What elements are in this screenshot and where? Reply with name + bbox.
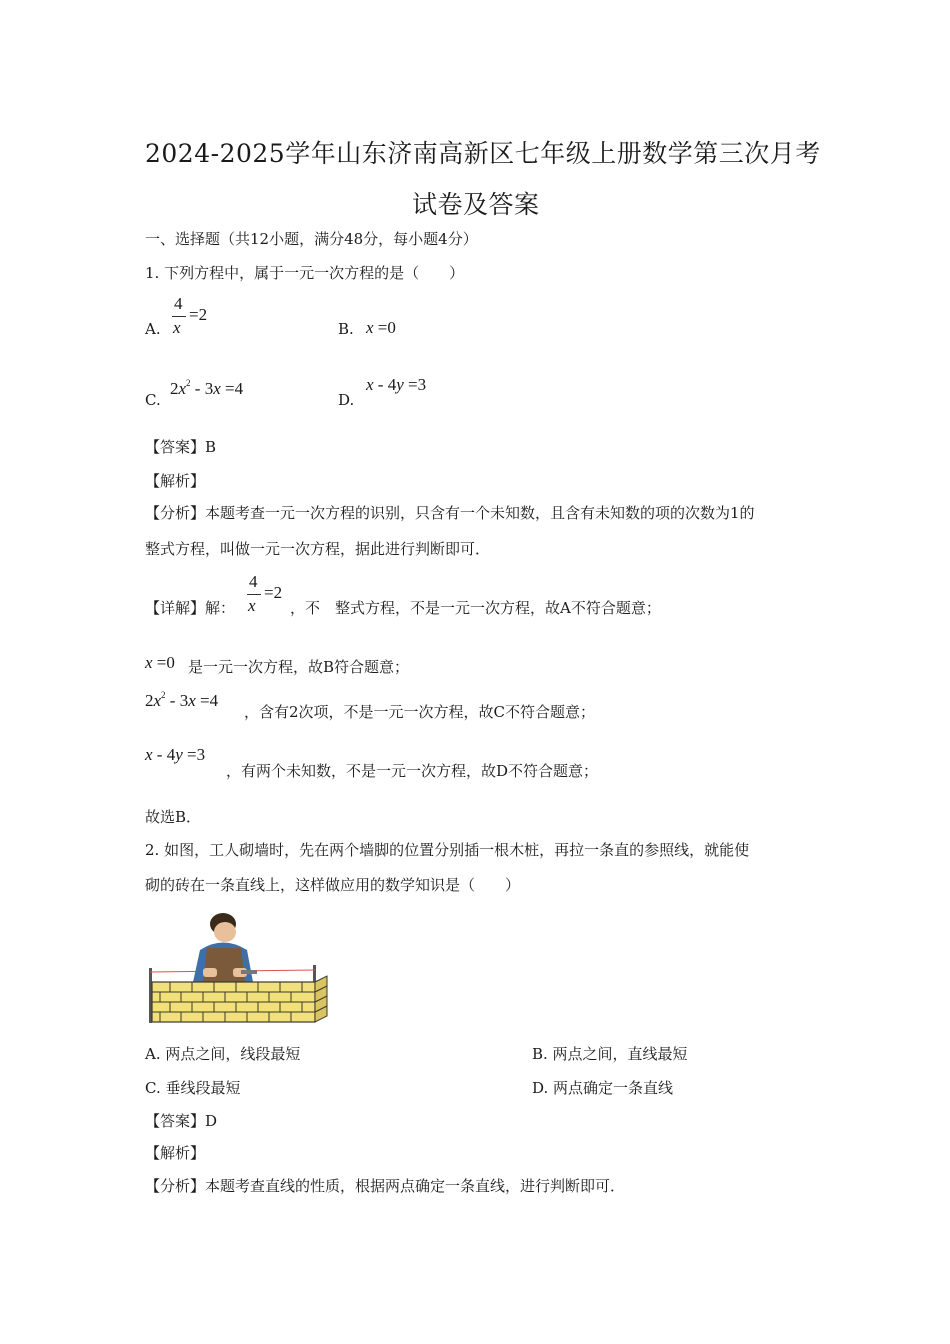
q1-fenxi-line1: 【分析】本题考查一元一次方程的识别，只含有一个未知数，且含有未知数的项的次数为1的: [145, 504, 755, 522]
exponent: 2: [161, 690, 166, 700]
q1-stem: 1. 下列方程中，属于一元一次方程的是（ ）: [145, 264, 465, 282]
q1-option-b-label: B.: [338, 320, 354, 338]
fraction-denominator: x: [173, 318, 181, 337]
q2-option-a: A. 两点之间，线段最短: [145, 1045, 301, 1063]
q2-answer: 【答案】D: [145, 1112, 218, 1130]
exponent: 2: [186, 378, 191, 388]
document-title-line2: 试卷及答案: [412, 190, 540, 219]
fraction-rhs: =2: [189, 305, 208, 324]
formula-rest: =0: [152, 653, 175, 672]
fraction-rhs: =2: [264, 583, 283, 602]
var-x: x: [366, 375, 374, 394]
q1-option-c-formula: [170, 378, 243, 399]
q2-fenxi: 【分析】本题考查直线的性质，根据两点确定一条直线，进行判断即可．: [145, 1177, 626, 1195]
q1-detail-c-formula: [145, 690, 218, 711]
minus-coef: - 3: [165, 691, 189, 710]
var-x: x: [153, 691, 162, 710]
q1-detail-c-text: ，含有2次项，不是一元一次方程，故C不符合题意；: [244, 703, 596, 721]
minus-coef: - 3: [190, 379, 214, 398]
minus-coef: - 4: [152, 745, 176, 764]
fraction-bar: [172, 316, 186, 317]
q2-option-d: D. 两点确定一条直线: [532, 1079, 674, 1097]
coef: 2: [170, 379, 179, 398]
var-x: x: [213, 379, 221, 398]
q1-detail-prefix: 【详解】解：: [145, 599, 236, 617]
q2-stem-line2: 砌的砖在一条直线上，这样做应用的数学知识是（ ）: [145, 876, 521, 894]
q1-detail-a-text: ，不 整式方程，不是一元一次方程，故A不符合题意；: [290, 599, 661, 617]
q2-analysis-label: 【解析】: [145, 1144, 206, 1162]
q1-option-d-label: D.: [338, 391, 355, 409]
var-x: x: [188, 691, 196, 710]
var-x: x: [145, 745, 153, 764]
q1-option-a-label: A.: [145, 320, 161, 338]
q2-stem-line1: 2. 如图，工人砌墙时，先在两个墙脚的位置分别插一根木桩，再拉一条直的参照线，就能使: [145, 841, 750, 859]
worker-figure: [193, 913, 257, 982]
minus-coef: - 4: [373, 375, 397, 394]
fraction-numerator: 4: [249, 572, 258, 591]
brick-wall: [152, 976, 327, 1022]
formula-rest: =0: [373, 318, 396, 337]
q1-option-b-formula: [366, 318, 396, 338]
formula-rest: =4: [220, 379, 244, 398]
fraction-bar: [247, 594, 261, 595]
q1-detail-d-formula: [145, 745, 205, 765]
q1-conclusion: 故选B．: [145, 808, 202, 826]
coef: 2: [145, 691, 154, 710]
var-x: x: [366, 318, 374, 337]
fraction-numerator: 4: [174, 294, 183, 313]
var-y: y: [175, 745, 183, 764]
q1-detail-b-formula: [145, 653, 175, 673]
q1-answer: 【答案】B: [145, 438, 217, 456]
q1-detail-b-text: 是一元一次方程，故B符合题意；: [188, 658, 410, 676]
q1-analysis-label: 【解析】: [145, 472, 206, 490]
var-y: y: [396, 375, 404, 394]
q1-fenxi-line2: 整式方程，叫做一元一次方程，据此进行判断即可．: [145, 540, 491, 558]
formula-rest: =3: [403, 375, 427, 394]
var-x: x: [178, 379, 187, 398]
formula-rest: =3: [182, 745, 206, 764]
q2-option-c: C. 垂线段最短: [145, 1079, 241, 1097]
q1-detail-d-text: ，有两个未知数，不是一元一次方程，故D不符合题意；: [226, 762, 599, 780]
formula-rest: =4: [195, 691, 219, 710]
section-heading: 一、选择题（共12小题，满分48分，每小题4分）: [145, 230, 478, 248]
fraction-denominator: x: [248, 596, 256, 615]
q2-option-b: B. 两点之间，直线最短: [532, 1045, 688, 1063]
bricklayer-illustration: [145, 910, 335, 1025]
document-title-line1: 2024-2025学年山东济南高新区七年级上册数学第三次月考: [145, 139, 821, 168]
var-x: x: [145, 653, 153, 672]
q1-option-c-label: C.: [145, 391, 161, 409]
q1-option-d-formula: [366, 375, 426, 395]
